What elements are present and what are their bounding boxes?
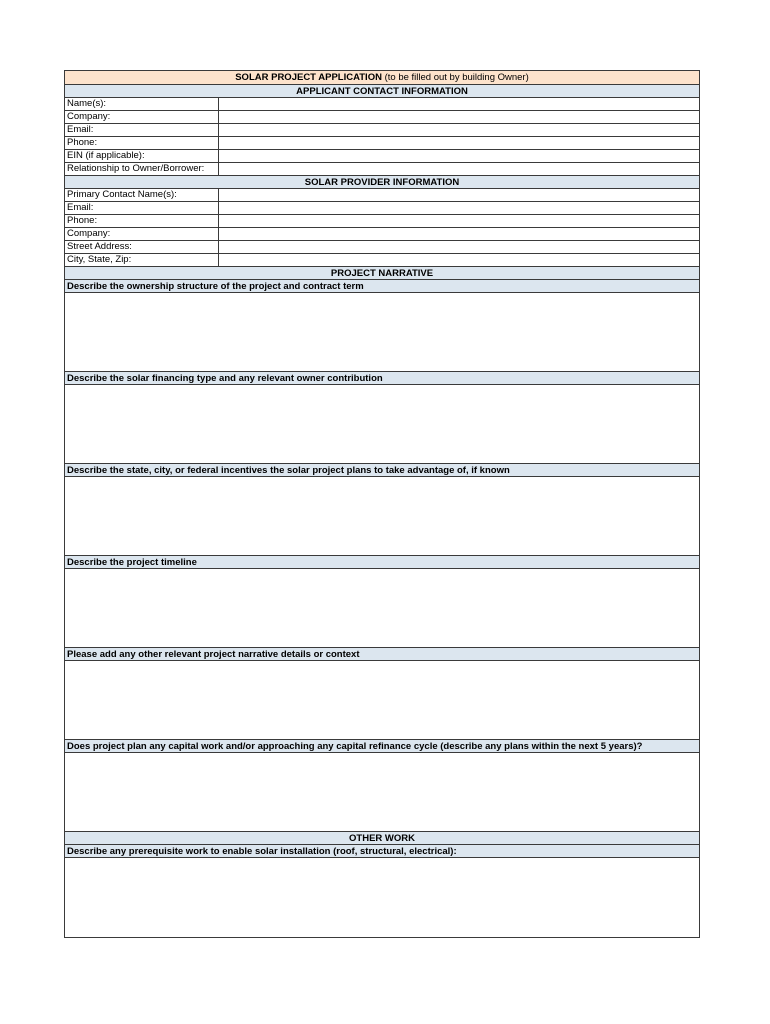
answer-incentives-box	[65, 477, 699, 556]
applicant-ein-row	[65, 150, 699, 163]
applicant-company-row	[65, 111, 699, 124]
answer-prerequisite-work-box	[65, 858, 699, 937]
answer-financing-box	[65, 385, 699, 464]
applicant-company-label: Company:	[65, 111, 219, 123]
question-ownership: Describe the ownership structure of the project and contract term	[65, 280, 699, 293]
narrative-section-header: PROJECT NARRATIVE	[65, 267, 699, 280]
applicant-email-input[interactable]	[219, 124, 699, 136]
solar-application-form	[64, 70, 700, 938]
question-timeline: Describe the project timeline	[65, 556, 699, 569]
provider-street-row	[65, 241, 699, 254]
applicant-relationship-label: Relationship to Owner/Borrower:	[65, 163, 219, 175]
provider-email-row	[65, 202, 699, 215]
provider-street-label: Street Address:	[65, 241, 219, 253]
applicant-ein-label: EIN (if applicable):	[65, 150, 219, 162]
answer-incentives-textarea[interactable]	[65, 477, 699, 555]
answer-timeline-box	[65, 569, 699, 648]
provider-contact-input[interactable]	[219, 189, 699, 201]
applicant-relationship-row	[65, 163, 699, 176]
other-work-section-header: OTHER WORK	[65, 832, 699, 845]
answer-timeline-textarea[interactable]	[65, 569, 699, 647]
provider-company-label: Company:	[65, 228, 219, 240]
applicant-name-label: Name(s):	[65, 98, 219, 110]
answer-capital-work-textarea[interactable]	[65, 753, 699, 831]
question-incentives: Describe the state, city, or federal incentives the solar project plans to take advantage of, if known	[65, 464, 699, 477]
applicant-email-label: Email:	[65, 124, 219, 136]
applicant-name-row	[65, 98, 699, 111]
question-capital-work: Does project plan any capital work and/or approaching any capital refinance cycle (describe any plans within the next 5 years)?	[65, 740, 699, 753]
provider-street-input[interactable]	[219, 241, 699, 253]
answer-capital-work-box	[65, 753, 699, 832]
form-title-text: SOLAR PROJECT APPLICATION	[235, 72, 382, 83]
applicant-section-header: APPLICANT CONTACT INFORMATION	[65, 85, 699, 98]
question-financing: Describe the solar financing type and any relevant owner contribution	[65, 372, 699, 385]
applicant-phone-row	[65, 137, 699, 150]
provider-email-label: Email:	[65, 202, 219, 214]
question-prerequisite-work: Describe any prerequisite work to enable solar installation (roof, structural, electrical):	[65, 845, 699, 858]
form-title-note: (to be filled out by building Owner)	[384, 72, 529, 83]
answer-prerequisite-work-textarea[interactable]	[65, 858, 699, 937]
answer-ownership-textarea[interactable]	[65, 293, 699, 371]
form-title	[65, 71, 699, 85]
applicant-phone-label: Phone:	[65, 137, 219, 149]
provider-contact-row	[65, 189, 699, 202]
provider-section-header: SOLAR PROVIDER INFORMATION	[65, 176, 699, 189]
answer-ownership-box	[65, 293, 699, 372]
provider-company-input[interactable]	[219, 228, 699, 240]
provider-contact-label: Primary Contact Name(s):	[65, 189, 219, 201]
provider-phone-label: Phone:	[65, 215, 219, 227]
provider-city-label: City, State, Zip:	[65, 254, 219, 266]
provider-email-input[interactable]	[219, 202, 699, 214]
provider-company-row	[65, 228, 699, 241]
question-other-details: Please add any other relevant project narrative details or context	[65, 648, 699, 661]
applicant-company-input[interactable]	[219, 111, 699, 123]
answer-financing-textarea[interactable]	[65, 385, 699, 463]
applicant-ein-input[interactable]	[219, 150, 699, 162]
provider-phone-row	[65, 215, 699, 228]
applicant-name-input[interactable]	[219, 98, 699, 110]
answer-other-details-box	[65, 661, 699, 740]
applicant-phone-input[interactable]	[219, 137, 699, 149]
applicant-email-row	[65, 124, 699, 137]
provider-city-row	[65, 254, 699, 267]
applicant-relationship-input[interactable]	[219, 163, 699, 175]
answer-other-details-textarea[interactable]	[65, 661, 699, 739]
provider-phone-input[interactable]	[219, 215, 699, 227]
provider-city-input[interactable]	[219, 254, 699, 266]
